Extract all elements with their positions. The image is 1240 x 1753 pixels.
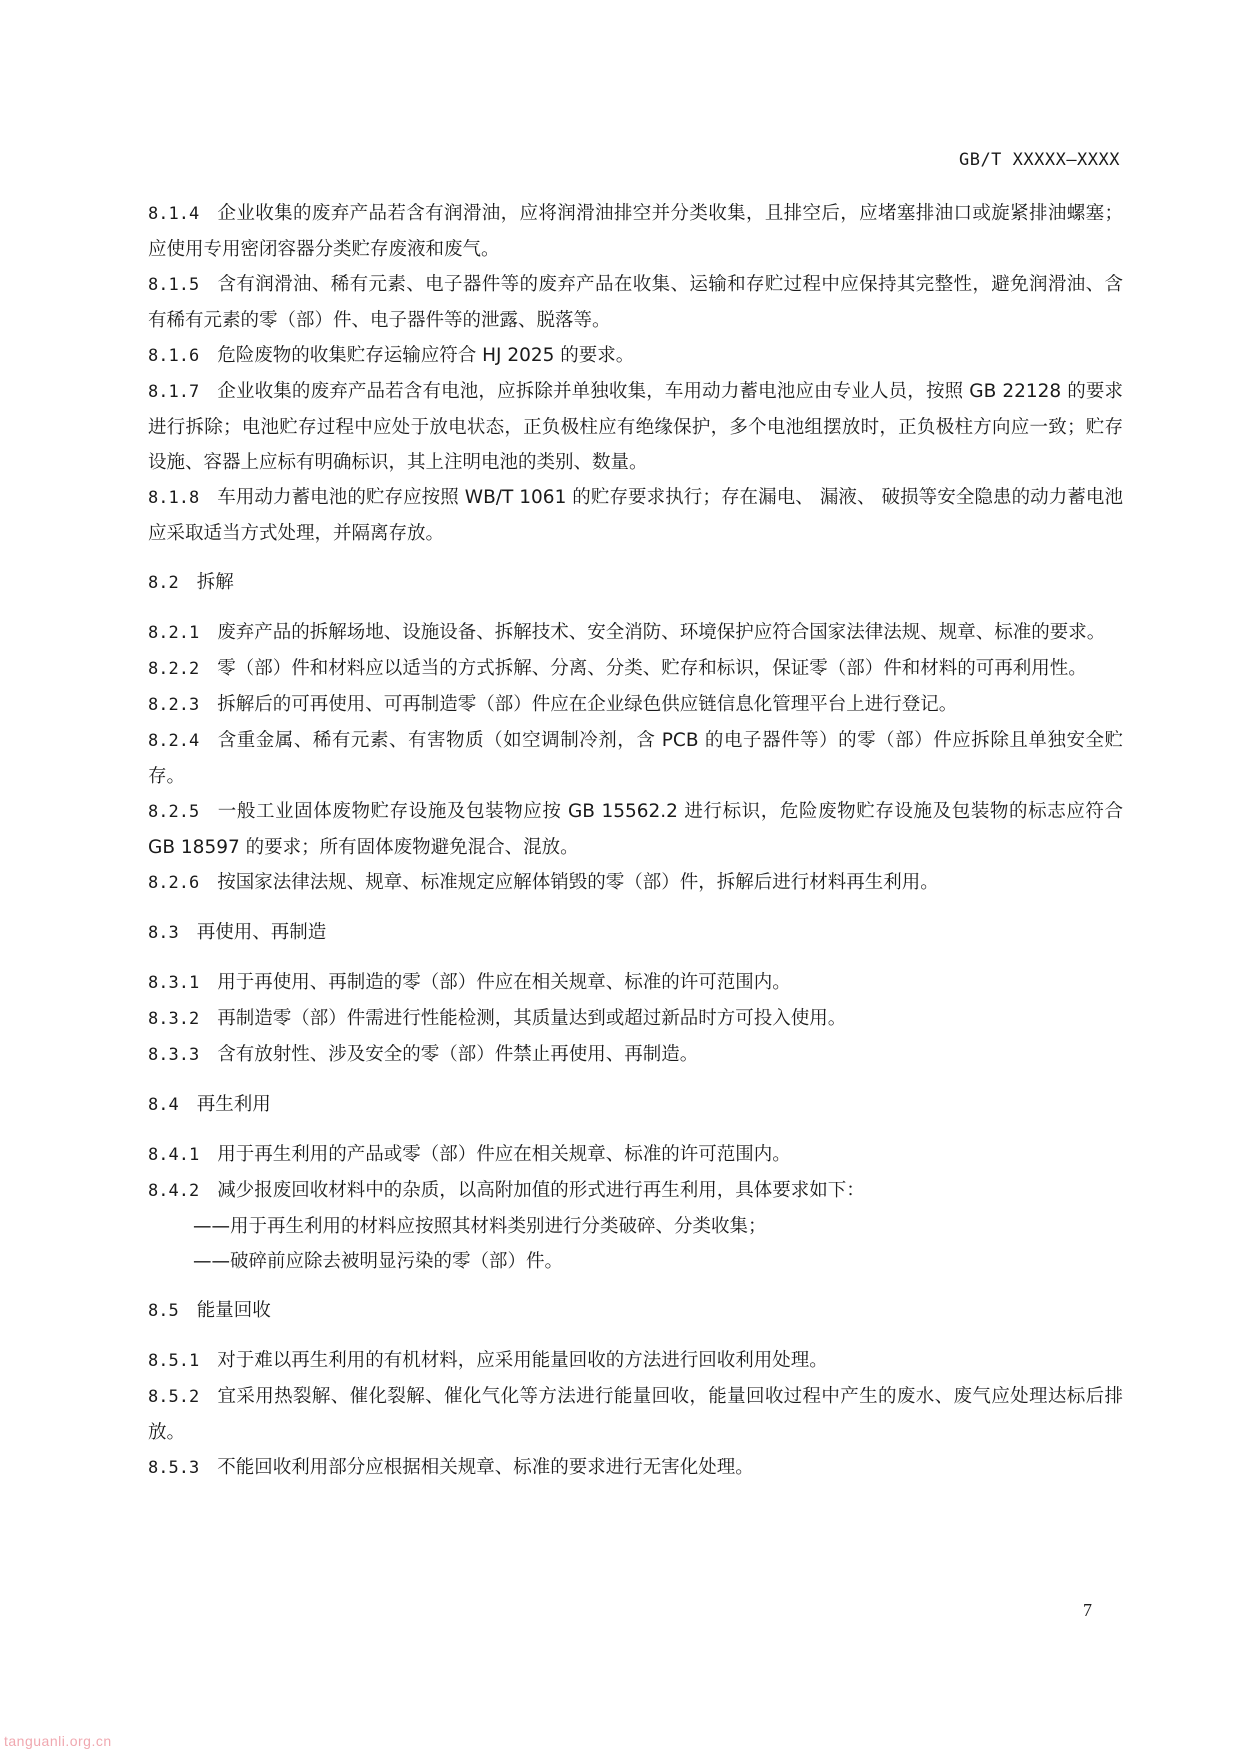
clause-number: 8.3.2 bbox=[148, 1009, 200, 1029]
clause-paragraph bbox=[148, 1037, 1123, 1073]
clause-text: 企业收集的废弃产品若含有电池，应拆除并单独收集，车用动力蓄电池应由专业人员，按照 GB 22128 的要求进行拆除；电池贮存过程中应处于放电状态，正负极柱应有绝缘保护，多个电池组摆放时，正负极柱方向应一致；贮存设施、容器上应标有明确标识，其上注明电池的类别、数量。 bbox=[148, 381, 1123, 473]
clause-text: 宜采用热裂解、催化裂解、催化气化等方法进行能量回收，能量回收过程中产生的废水、废气应处理达标后排放。 bbox=[148, 1386, 1123, 1443]
clause-text: 对于难以再生利用的有机材料，应采用能量回收的方法进行回收利用处理。 bbox=[217, 1350, 828, 1371]
clause-text: 危险废物的收集贮存运输应符合 HJ 2025 的要求。 bbox=[217, 345, 635, 366]
clause-text: 含有放射性、涉及安全的零（部）件禁止再使用、再制造。 bbox=[217, 1044, 699, 1065]
clause-number: 8.1.4 bbox=[148, 204, 200, 224]
clause-number: 8.5.1 bbox=[148, 1351, 200, 1371]
clause-number: 8.4.2 bbox=[148, 1181, 200, 1201]
clause-paragraph bbox=[148, 1001, 1123, 1037]
clause-paragraph bbox=[148, 965, 1123, 1001]
clause-number: 8.1.7 bbox=[148, 382, 200, 402]
clause-paragraph bbox=[148, 687, 1123, 723]
clause-number: 8.2.3 bbox=[148, 695, 200, 715]
clause-number: 8.2.1 bbox=[148, 623, 200, 643]
clause-number: 8.2.2 bbox=[148, 659, 200, 679]
clause-number: 8.4 bbox=[148, 1095, 179, 1115]
clause-number: 8.2 bbox=[148, 573, 179, 593]
clause-text: 一般工业固体废物贮存设施及包装物应按 GB 15562.2 进行标识，危险废物贮存设施及包装物的标志应符合 GB 18597 的要求；所有固体废物避免混合、混放。 bbox=[148, 801, 1123, 858]
clause-paragraph bbox=[148, 1173, 1123, 1209]
dash-list-item bbox=[148, 1209, 1123, 1244]
clause-text: 拆解 bbox=[196, 572, 234, 593]
clause-text: ——破碎前应除去被明显污染的零（部）件。 bbox=[193, 1251, 564, 1272]
clause-number: 8.5.2 bbox=[148, 1387, 200, 1407]
clause-text: 含重金属、稀有元素、有害物质（如空调制冷剂，含 PCB 的电子器件等）的零（部）件应拆除且单独安全贮存。 bbox=[148, 730, 1123, 787]
clause-paragraph bbox=[148, 615, 1123, 651]
clause-text: 不能回收利用部分应根据相关规章、标准的要求进行无害化处理。 bbox=[217, 1457, 754, 1478]
clause-paragraph bbox=[148, 374, 1123, 480]
clause-text: 再制造零（部）件需进行性能检测，其质量达到或超过新品时方可投入使用。 bbox=[217, 1008, 847, 1029]
dash-list-item bbox=[148, 1244, 1123, 1279]
clause-number: 8.5 bbox=[148, 1301, 179, 1321]
clause-number: 8.2.4 bbox=[148, 731, 200, 751]
clause-number: 8.2.5 bbox=[148, 802, 200, 822]
clause-paragraph bbox=[148, 1450, 1123, 1486]
clause-text: 能量回收 bbox=[196, 1300, 271, 1321]
clause-paragraph bbox=[148, 1379, 1123, 1450]
clause-text: 含有润滑油、稀有元素、电子器件等的废弃产品在收集、运输和存贮过程中应保持其完整性，避免润滑油、含有稀有元素的零（部）件、电子器件等的泄露、脱落等。 bbox=[148, 274, 1123, 331]
clause-number: 8.1.8 bbox=[148, 488, 200, 508]
section-heading bbox=[148, 1293, 1123, 1329]
clause-paragraph bbox=[148, 196, 1123, 267]
clause-number: 8.2.6 bbox=[148, 873, 200, 893]
clause-number: 8.1.6 bbox=[148, 346, 200, 366]
clause-text: 车用动力蓄电池的贮存应按照 WB/T 1061 的贮存要求执行；存在漏电、 漏液、 破损等安全隐患的动力蓄电池应采取适当方式处理，并隔离存放。 bbox=[148, 487, 1123, 544]
clause-number: 8.3 bbox=[148, 923, 179, 943]
section-heading bbox=[148, 915, 1123, 951]
clause-text: 减少报废回收材料中的杂质，以高附加值的形式进行再生利用，具体要求如下： bbox=[217, 1180, 865, 1201]
clause-text: 零（部）件和材料应以适当的方式拆解、分离、分类、贮存和标识，保证零（部）件和材料的可再利用性。 bbox=[217, 658, 1087, 679]
clause-paragraph bbox=[148, 267, 1123, 338]
clause-paragraph bbox=[148, 865, 1123, 901]
clause-paragraph bbox=[148, 794, 1123, 865]
section-heading bbox=[148, 565, 1123, 601]
clause-text: 再生利用 bbox=[196, 1094, 271, 1115]
page-number: 7 bbox=[1083, 1600, 1092, 1620]
clause-number: 8.5.3 bbox=[148, 1458, 200, 1478]
clause-text: 废弃产品的拆解场地、设施设备、拆解技术、安全消防、环境保护应符合国家法律法规、规章、标准的要求。 bbox=[217, 622, 1106, 643]
document-body bbox=[148, 196, 1123, 1486]
watermark-text: tanguanli.org.cn bbox=[4, 1733, 112, 1749]
clause-text: ——用于再生利用的材料应按照其材料类别进行分类破碎、分类收集； bbox=[193, 1216, 767, 1237]
standard-code-header: GB/T XXXXX—XXXX bbox=[958, 150, 1120, 170]
clause-paragraph bbox=[148, 480, 1123, 551]
clause-paragraph bbox=[148, 651, 1123, 687]
clause-paragraph bbox=[148, 1343, 1123, 1379]
section-heading bbox=[148, 1087, 1123, 1123]
clause-text: 企业收集的废弃产品若含有润滑油，应将润滑油排空并分类收集，且排空后，应堵塞排油口或旋紧排油螺塞；应使用专用密闭容器分类贮存废液和废气。 bbox=[148, 203, 1123, 260]
clause-text: 再使用、再制造 bbox=[196, 922, 327, 943]
clause-text: 拆解后的可再使用、可再制造零（部）件应在企业绿色供应链信息化管理平台上进行登记。 bbox=[217, 694, 958, 715]
clause-paragraph bbox=[148, 1137, 1123, 1173]
clause-text: 用于再生利用的产品或零（部）件应在相关规章、标准的许可范围内。 bbox=[217, 1144, 791, 1165]
clause-number: 8.3.3 bbox=[148, 1045, 200, 1065]
clause-number: 8.4.1 bbox=[148, 1145, 200, 1165]
clause-text: 按国家法律法规、规章、标准规定应解体销毁的零（部）件，拆解后进行材料再生利用。 bbox=[217, 872, 939, 893]
clause-number: 8.1.5 bbox=[148, 275, 200, 295]
clause-number: 8.3.1 bbox=[148, 973, 200, 993]
clause-text: 用于再使用、再制造的零（部）件应在相关规章、标准的许可范围内。 bbox=[217, 972, 791, 993]
clause-paragraph bbox=[148, 723, 1123, 794]
clause-paragraph bbox=[148, 338, 1123, 374]
